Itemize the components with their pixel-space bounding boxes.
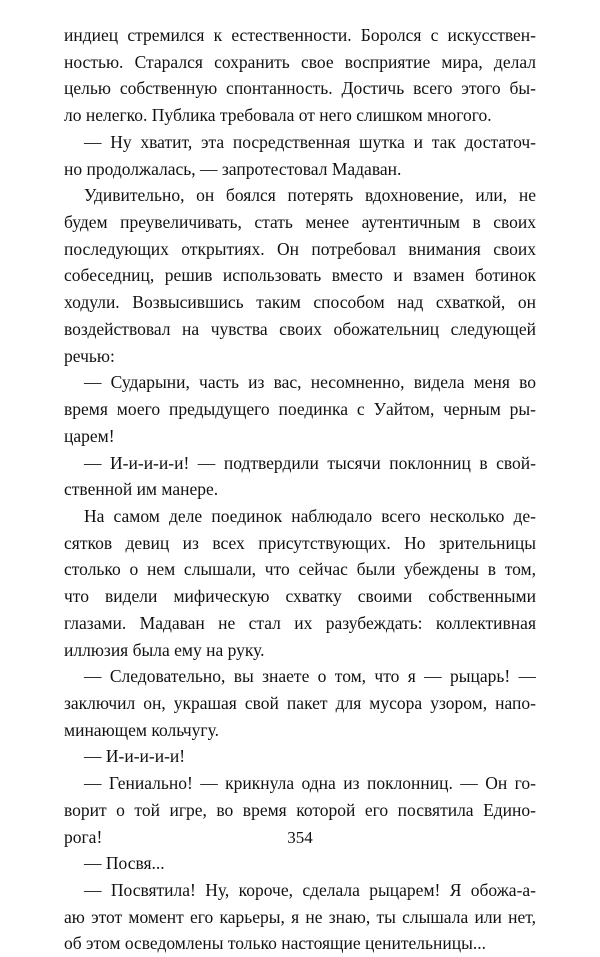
text-line: ворит о той игре, во время которой его посвятила Едино-	[64, 799, 536, 820]
body-text	[64, 22, 536, 957]
text-line: аю этот момент его карьеры, я не знаю, ты слышала или нет,	[64, 906, 536, 927]
text-line: будем преувеличивать, стать менее аутентичным в своих	[64, 212, 536, 233]
text-line: рога!	[64, 826, 103, 847]
text-line: — Посвятила! Ну, короче, сделала рыцарем! Я обожа-а-	[84, 880, 536, 900]
text-line: — Гениально! — крикнула одна из поклонниц. — Он го-	[84, 773, 536, 794]
text-line: ственной им манере.	[64, 479, 219, 500]
text-line: время моего предыдущего поединка с Уайтом, черным ры-	[64, 399, 536, 420]
text-line: минающем кольчугу.	[64, 719, 219, 740]
text-line: воздействовал на чувства своих обожательниц следующей	[64, 318, 536, 339]
text-line: — Ну хватит, эта посредственная шутка и так достаточ-	[84, 131, 536, 152]
page-number: 354	[287, 828, 313, 847]
text-line: — И-и-и-и-и!	[84, 746, 186, 767]
text-line: но продолжалась, — запротестовал Мадаван.	[64, 158, 402, 179]
text-line: целью собственную спонтанность. Достичь всего этого бы-	[64, 78, 536, 99]
text-line: — Посвя...	[84, 853, 165, 874]
text-line: глазами. Мадаван не стал их разубеждать: коллективная	[64, 612, 536, 633]
text-line: индиец стремился к естественности. Боролся с искусствен-	[64, 25, 536, 45]
text-line: об этом осведомлены только настоящие ценительницы...	[64, 933, 486, 954]
text-line: — Сударыни, часть из вас, несомненно, видела меня во	[84, 372, 536, 393]
text-line: иллюзия была ему на руку.	[64, 639, 265, 660]
text-line: Удивительно, он боялся потерять вдохновение, или, не	[84, 185, 536, 206]
text-line: На самом деле поединок наблюдало всего несколько де-	[84, 505, 536, 526]
text-line: царем!	[64, 425, 115, 446]
text-line: ностью. Старался сохранить свое восприятие мира, делал	[64, 51, 536, 72]
text-line: — Следовательно, вы знаете о том, что я — рыцарь! —	[84, 666, 536, 687]
book-page	[64, 22, 536, 954]
text-line: последующих открытиях. Он потребовал внимания своих	[64, 238, 536, 259]
text-line: ло нелегко. Публика требовала от него слишком многого.	[64, 105, 492, 126]
text-line: речью:	[64, 345, 115, 366]
text-line: собеседниц, решив использовать вместо и взамен ботинок	[64, 265, 536, 286]
text-line: сятков девиц из всех присутствующих. Но зрительницы	[64, 532, 536, 553]
text-line: — И-и-и-и-и! — подтвердили тысячи поклонниц в свой-	[84, 452, 536, 473]
text-line: заключил он, украшая свой пакет для мусора узором, напо-	[64, 692, 536, 713]
text-line: ходули. Возвысившись таким способом над схваткой, он	[64, 292, 536, 313]
text-line: столько о нем слышали, что сейчас были убеждены в том,	[64, 559, 536, 580]
text-line: что видели мифическую схватку своими собственными	[64, 586, 536, 607]
